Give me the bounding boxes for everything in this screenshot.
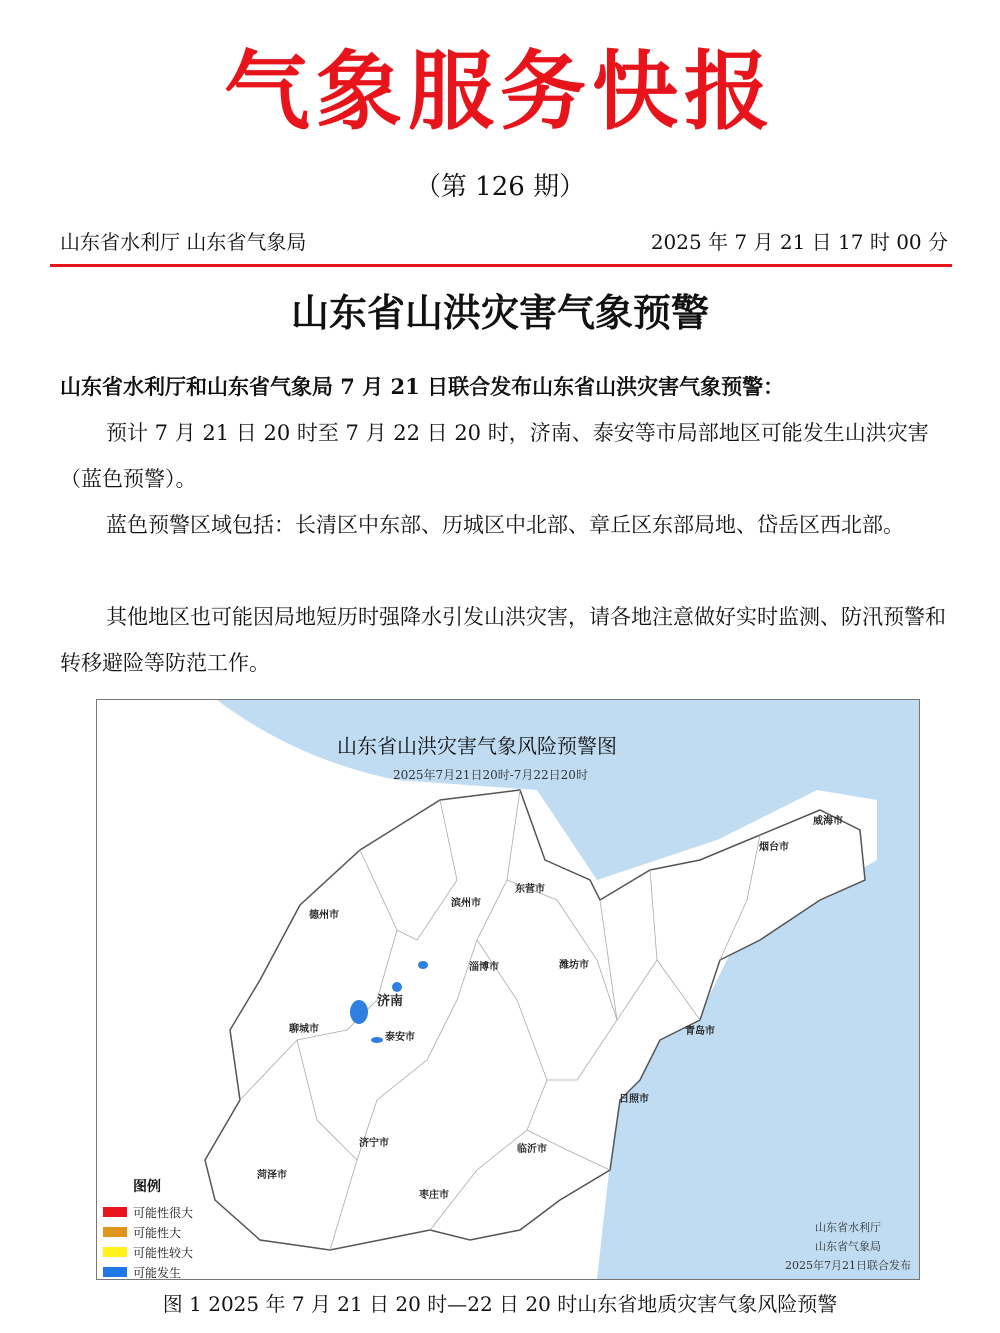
map-graphic	[97, 700, 919, 1279]
city-label: 济南	[377, 994, 404, 1009]
legend-swatch-red	[103, 1207, 127, 1217]
map-issuer	[785, 1218, 911, 1275]
issue-datetime: 2025 年 7 月 21 日 17 时 00 分	[650, 230, 948, 254]
city-label: 东营市	[515, 884, 545, 895]
paragraph-forecast: 预计 7 月 21 日 20 时至 7 月 22 日 20 时，济南、泰安等市局部地区可能发生山洪灾害（蓝色预警）。	[60, 421, 929, 491]
map-legend	[103, 1176, 193, 1280]
paragraph-warning-areas: 蓝色预警区域包括：长清区中东部、历城区中北部、章丘区东部局地、岱岳区西北部。	[106, 513, 904, 537]
map-title: 山东省山洪灾害气象风险预警图	[337, 734, 617, 758]
figure-caption: 图 1 2025 年 7 月 21 日 20 时—22 日 20 时山东省地质灾害气象风险预警	[162, 1292, 838, 1316]
legend-label: 可能性很大	[133, 1205, 194, 1220]
city-label: 聊城市	[289, 1024, 319, 1035]
document-title: 山东省山洪灾害气象预警	[290, 290, 709, 335]
city-label: 临沂市	[517, 1144, 547, 1155]
legend-item	[103, 1222, 193, 1242]
legend-swatch-yellow	[103, 1247, 127, 1257]
city-label: 青岛市	[685, 1026, 715, 1037]
city-label: 德州市	[309, 910, 339, 921]
legend-swatch-orange	[103, 1227, 127, 1237]
city-label: 泰安市	[385, 1032, 415, 1043]
masthead: 气象服务快报	[224, 42, 776, 142]
paragraph-advice: 其他地区也可能因局地短历时强降水引发山洪灾害，请各地注意做好实时监测、防汛预警和转移避险等防范工作。	[60, 605, 946, 675]
city-label: 烟台市	[759, 842, 789, 853]
issuer-line: 山东省水利厅	[815, 1221, 881, 1234]
lead-paragraph: 山东省水利厅和山东省气象局 7 月 21 日联合发布山东省山洪灾害气象预警：	[60, 374, 785, 399]
legend-swatch-blue	[103, 1267, 127, 1277]
legend-label: 可能性大	[133, 1225, 182, 1240]
city-label: 菏泽市	[257, 1170, 287, 1181]
legend-item	[103, 1242, 193, 1262]
city-label: 潍坊市	[559, 960, 589, 971]
city-label: 济宁市	[359, 1138, 389, 1149]
legend-item	[103, 1262, 193, 1280]
warning-area-daiyue	[371, 1037, 383, 1043]
city-label: 滨州市	[451, 898, 481, 909]
issue-number: （第 126 期）	[414, 172, 586, 202]
issuer-line: 2025年7月21日联合发布	[785, 1259, 911, 1272]
legend-title: 图例	[133, 1179, 161, 1195]
map-subtitle: 2025年7月21日20时-7月22日20时	[393, 768, 588, 782]
warning-area-zhangqiu	[418, 961, 428, 969]
city-label: 淄博市	[469, 962, 499, 973]
issuing-organizations: 山东省水利厅 山东省气象局	[60, 230, 307, 254]
legend-item	[103, 1202, 193, 1222]
legend-label: 可能发生	[133, 1265, 182, 1280]
warning-map	[96, 699, 920, 1280]
city-label: 枣庄市	[419, 1190, 449, 1201]
warning-area-changqing	[350, 1000, 368, 1024]
header-divider	[50, 264, 952, 267]
city-label: 威海市	[813, 816, 843, 827]
issuer-line: 山东省气象局	[815, 1240, 881, 1253]
city-label: 日照市	[619, 1094, 649, 1105]
legend-label: 可能性较大	[133, 1245, 194, 1260]
